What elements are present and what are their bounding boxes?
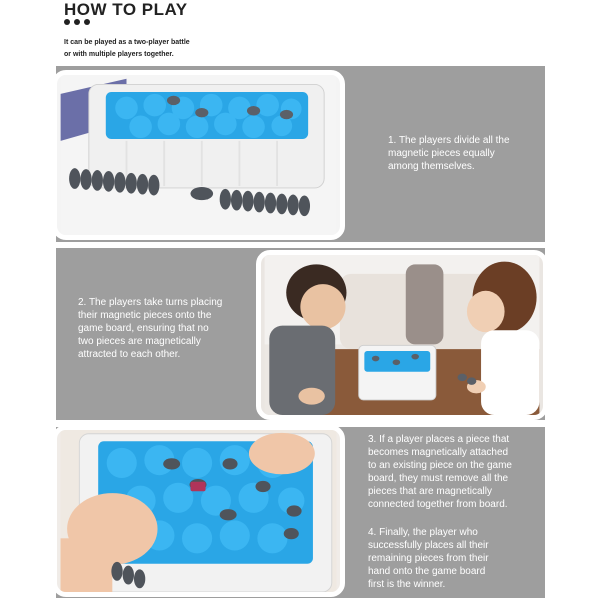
kids-playing-illustration: [261, 255, 543, 415]
step-line: remaining pieces from their: [368, 553, 489, 564]
step-line: hand onto the game board: [368, 566, 486, 577]
title-dots: [64, 19, 90, 25]
step-line: successfully places all their: [368, 540, 489, 551]
step-1-text: [388, 134, 510, 173]
step-line: magnetic pieces equally: [388, 148, 495, 159]
page-title: HOW TO PLAY: [64, 0, 188, 19]
step-line: becomes magnetically attached: [368, 447, 509, 458]
step-1-photo: [52, 70, 345, 240]
page-subtitle: [64, 37, 190, 61]
step-line: 4. Finally, the player who: [368, 527, 478, 538]
step-2-photo: [256, 250, 548, 420]
dot-icon: [74, 19, 80, 25]
subtitle-line: It can be played as a two-player battle: [64, 39, 190, 46]
step-line: their magnetic pieces onto the: [78, 310, 212, 321]
step-line: first is the winner.: [368, 579, 446, 590]
step-2-text: [78, 296, 222, 361]
step-line: game board, ensuring that no: [78, 323, 209, 334]
dot-icon: [64, 19, 70, 25]
dot-icon: [84, 19, 90, 25]
step-line: attracted to each other.: [78, 349, 181, 360]
step-line: board, they must remove all the: [368, 473, 509, 484]
subtitle-line: or with multiple players together.: [64, 51, 174, 58]
step-4-text: [368, 526, 489, 591]
step-3-text: [368, 433, 512, 511]
game-box-illustration: [57, 75, 340, 235]
hands-placing-pieces-illustration: [57, 430, 340, 592]
step-line: 1. The players divide all the: [388, 135, 510, 146]
step-line: among themselves.: [388, 161, 475, 172]
step-3-photo: [52, 425, 345, 597]
step-line: pieces that are magnetically: [368, 486, 492, 497]
step-line: two pieces are magnetically: [78, 336, 201, 347]
step-line: 3. If a player places a piece that: [368, 434, 510, 445]
step-line: connected together from board.: [368, 499, 508, 510]
step-line: 2. The players take turns placing: [78, 297, 223, 308]
step-line: to an existing piece on the game: [368, 460, 512, 471]
